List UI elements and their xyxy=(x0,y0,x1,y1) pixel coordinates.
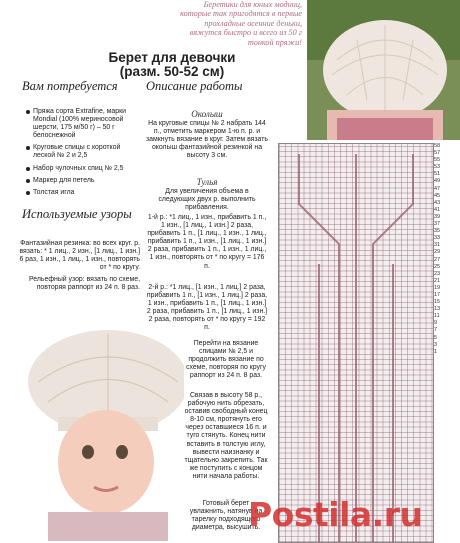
row-number: 13 xyxy=(434,306,441,313)
patterns-text xyxy=(18,240,140,293)
row-number: 35 xyxy=(434,228,441,235)
row-number: 17 xyxy=(434,291,441,298)
row-number: 53 xyxy=(434,164,441,171)
intro-text: Беретики для юных модниц, которые так пригодятся в первые прохладные осенние деньки, вяжутся быстро и всего из 50 г тонкой пряжи! xyxy=(180,0,302,47)
row-number: 37 xyxy=(434,221,441,228)
material-item: Пряжа сорта Extrafine, марки Mondial (100% мериносовой шерсти, 175 м/50 г) – 50 г белоснежной xyxy=(26,108,144,140)
next-text: Перейти на вязание спицами № 2,5 и продолжить вязание по схеме, повторяя по кругу раппорт из 24 п. 8 раз. xyxy=(186,340,266,380)
needs-heading: Вам потребуется xyxy=(22,79,118,93)
row-number: 57 xyxy=(434,150,441,157)
row-number: 3 xyxy=(434,341,438,348)
title-line: Берет для девочки xyxy=(108,50,236,65)
okolysh-heading: Околыш xyxy=(191,109,223,119)
row1-text: 1-й р.: *1 лиц., 1 изн., прибавить 1 п., 1 изн., [1 лиц., 1 изн.] 2 раза, прибавить 1 п., [1 лиц., 1 изн., 1 лиц., прибавить 1 п., 1 изн., [1 лиц., 1 изн.] 2 раза, прибавить 1 п., 1 изн., 1 лиц., 1 изн., повторять от * по кругу = 176 п. xyxy=(147,214,267,270)
row-number: 21 xyxy=(434,277,441,284)
row2-text: 2-й р.: *1 лиц., [1 изн., 1 лиц.] 2 раза, прибавить 1 п., [1 изн., 1 лиц.] 2 раза, 1 изн., прибавить 1 п., [1 лиц., 1 изн.] 2 раза, прибавить 1 п., [1 лиц., 1 изн.] 2 раза, повторять от * по кругу = 192 п. xyxy=(146,284,268,332)
tulya-heading: Тулья xyxy=(196,177,218,187)
row-number: 49 xyxy=(434,178,441,185)
row-number: 29 xyxy=(434,249,441,256)
row-number: 58 xyxy=(434,143,441,149)
row-number: 55 xyxy=(434,157,441,164)
row-number: 47 xyxy=(434,185,441,192)
row-number: 27 xyxy=(434,256,441,263)
desc-heading: Описание работы xyxy=(146,79,243,93)
row-number: 15 xyxy=(434,299,441,306)
okolysh-text: На круговые спицы № 2 набрать 144 п., отметить маркером 1-ю п. р. и замкнуть вязание в круг. Затем вязать околыш фантазийной резинкой на высоту 3 см. xyxy=(146,120,268,160)
knitting-chart xyxy=(278,143,434,543)
row-number: 7 xyxy=(434,327,438,334)
material-item: Круговые спицы с короткой леской № 2 и 2,5 xyxy=(26,144,144,160)
row-number: 43 xyxy=(434,199,441,206)
patterns-heading: Используемые узоры xyxy=(22,207,132,221)
row-number: 45 xyxy=(434,192,441,199)
row-number: 41 xyxy=(434,206,441,213)
watermark-logo: Postila.ru xyxy=(248,495,423,534)
row-number: 5 xyxy=(434,334,438,341)
title-size: (разм. 50-52 см) xyxy=(119,64,225,79)
finish2-text: Готовый берет увлажнить, натянув на тарелку подходящего диаметра, высушить. xyxy=(189,500,263,532)
tulya-intro: Для увеличения объема в следующих двух р. выполнить прибавления. xyxy=(158,188,256,212)
page-title xyxy=(22,51,322,79)
material-item: Толстая игла xyxy=(26,189,144,197)
material-item: Маркер для петель xyxy=(26,177,144,185)
row-number: 9 xyxy=(434,320,438,327)
row-number: 23 xyxy=(434,270,441,277)
relief-pattern: Рельефный узор: вязать по схеме, повторяя раппорт из 24 п. 8 раз. xyxy=(29,276,140,292)
beret-photo xyxy=(307,0,460,140)
row-number: 33 xyxy=(434,235,441,242)
girl-photo xyxy=(18,322,184,541)
row-number: 19 xyxy=(434,284,441,291)
elastic-pattern: Фантазийная резинка: во всех круг. р. вязать: * 1 лиц., 2 изн., [1 лиц., 1 изн.] 6 раз, 1 изн., 1 лиц., 1 изн., повторять от * по кругу. xyxy=(19,240,140,272)
row-number: 51 xyxy=(434,171,441,178)
materials-list xyxy=(26,108,144,201)
row-number: 25 xyxy=(434,263,441,270)
row-number: 31 xyxy=(434,242,441,249)
row-number: 39 xyxy=(434,213,441,220)
finish-text: Связав в высоту 58 р., рабочую нить обрезать, оставив свободный конец 8-10 см, протянуть его через оставшиеся 16 п. и туго стянуть. Конец нити вставить в толстую иглу, вывести наизнанку и тщательно закрепить. Так же поступить с концом нити начала работы. xyxy=(184,392,268,480)
chart-row-numbers xyxy=(434,143,456,541)
row-number: 11 xyxy=(434,313,440,320)
row-number: 1 xyxy=(434,348,438,355)
material-item: Набор чулочных спиц № 2,5 xyxy=(26,165,144,173)
